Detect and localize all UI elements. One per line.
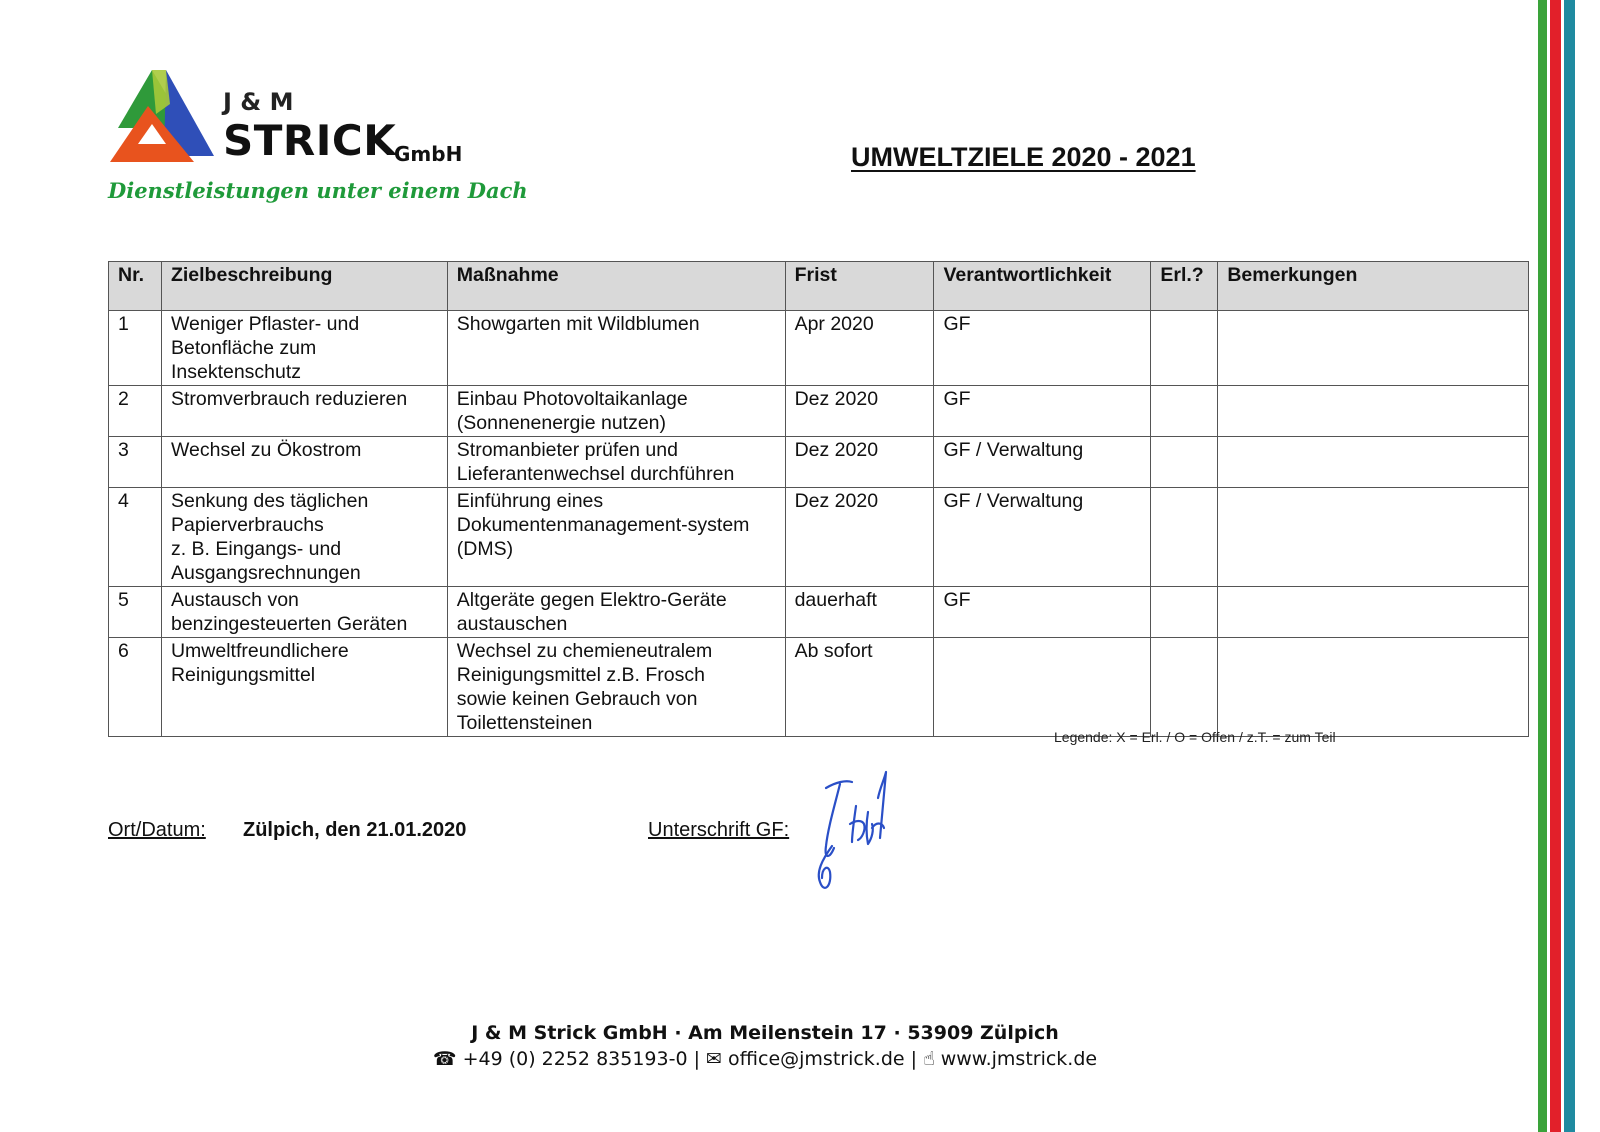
cell-erledigt <box>1151 437 1218 488</box>
footer-separator: | <box>910 1048 918 1070</box>
footer-website[interactable]: ☝ www.jmstrick.de <box>923 1048 1098 1070</box>
cell-ziel: Senkung des täglichen Papierverbrauchs z. B. Eingangs- und Ausgangsrechnungen <box>161 488 447 587</box>
table-row <box>109 386 1529 437</box>
cell-verantwortlich <box>934 638 1151 737</box>
table-row <box>109 638 1529 737</box>
logo-text-gmbh: GmbH <box>394 142 463 166</box>
cell-erledigt <box>1151 488 1218 587</box>
cell-ziel: Wechsel zu Ökostrom <box>161 437 447 488</box>
column-header-bemerkungen: Bemerkungen <box>1218 262 1529 311</box>
goals-table <box>108 261 1529 737</box>
cell-erledigt <box>1151 638 1218 737</box>
cell-massnahme: Wechsel zu chemieneutralem Reinigungsmittel z.B. Frosch sowie keinen Gebrauch von Toilettensteinen <box>447 638 785 737</box>
legend-text: Legende: X = Erl. / O = Offen / z.T. = zum Teil <box>1054 729 1336 745</box>
column-header-verantwortlichkeit: Verantwortlichkeit <box>934 262 1151 311</box>
cell-verantwortlich: GF / Verwaltung <box>934 437 1151 488</box>
cell-ziel: Umweltfreundlichere Reinigungsmittel <box>161 638 447 737</box>
cell-ziel: Austausch von benzingesteuerten Geräten <box>161 587 447 638</box>
logo-tagline: Dienstleistungen unter einem Dach <box>108 178 528 203</box>
column-header-frist: Frist <box>785 262 934 311</box>
cell-bemerkungen <box>1218 587 1529 638</box>
cell-bemerkungen <box>1218 638 1529 737</box>
cell-massnahme: Einführung eines Dokumentenmanagement-system (DMS) <box>447 488 785 587</box>
cell-nr: 5 <box>109 587 162 638</box>
cell-verantwortlich: GF <box>934 587 1151 638</box>
logo-triangle-mark-icon <box>108 68 216 164</box>
cell-massnahme: Showgarten mit Wildblumen <box>447 311 785 386</box>
cell-frist: Apr 2020 <box>785 311 934 386</box>
cell-nr: 4 <box>109 488 162 587</box>
company-logo <box>108 68 528 208</box>
column-header-erledigt: Erl.? <box>1151 262 1218 311</box>
place-date-value: Zülpich, den 21.01.2020 <box>243 819 467 841</box>
cell-bemerkungen <box>1218 386 1529 437</box>
cell-bemerkungen <box>1218 311 1529 386</box>
cell-frist: dauerhaft <box>785 587 934 638</box>
handwritten-signature <box>812 768 902 908</box>
column-header-massnahme: Maßnahme <box>447 262 785 311</box>
cell-massnahme: Stromanbieter prüfen und Lieferantenwechsel durchführen <box>447 437 785 488</box>
stripe-red <box>1550 0 1561 1132</box>
cell-nr: 6 <box>109 638 162 737</box>
cell-nr: 1 <box>109 311 162 386</box>
table-row <box>109 587 1529 638</box>
stripe-green <box>1538 0 1547 1132</box>
cell-frist: Dez 2020 <box>785 386 934 437</box>
cell-erledigt <box>1151 587 1218 638</box>
cell-verantwortlich: GF / Verwaltung <box>934 488 1151 587</box>
cell-massnahme: Einbau Photovoltaikanlage (Sonnenenergie nutzen) <box>447 386 785 437</box>
cell-erledigt <box>1151 386 1218 437</box>
cell-erledigt <box>1151 311 1218 386</box>
logo-text-jm: J & M <box>223 88 294 116</box>
column-header-nr: Nr. <box>109 262 162 311</box>
footer <box>0 1022 1530 1070</box>
cell-frist: Dez 2020 <box>785 488 934 587</box>
cell-ziel: Weniger Pflaster- und Betonfläche zum Insektenschutz <box>161 311 447 386</box>
table-row <box>109 311 1529 386</box>
footer-separator: | <box>693 1048 700 1070</box>
stripe-teal <box>1564 0 1575 1132</box>
cell-verantwortlich: GF <box>934 311 1151 386</box>
cell-bemerkungen <box>1218 437 1529 488</box>
footer-address: J & M Strick GmbH · Am Meilenstein 17 · 53909 Zülpich <box>471 1022 1059 1044</box>
footer-phone: ☎ +49 (0) 2252 835193-0 <box>432 1048 688 1070</box>
cell-massnahme: Altgeräte gegen Elektro-Geräte austauschen <box>447 587 785 638</box>
footer-contact <box>0 1048 1530 1070</box>
cell-frist: Ab sofort <box>785 638 934 737</box>
cell-verantwortlich: GF <box>934 386 1151 437</box>
table-header-row <box>109 262 1529 311</box>
document-title: UMWELTZIELE 2020 - 2021 <box>851 142 1196 172</box>
cell-frist: Dez 2020 <box>785 437 934 488</box>
table-row <box>109 488 1529 587</box>
logo-text-strick: STRICK <box>223 116 397 165</box>
cell-bemerkungen <box>1218 488 1529 587</box>
cell-nr: 3 <box>109 437 162 488</box>
column-header-zielbeschreibung: Zielbeschreibung <box>161 262 447 311</box>
footer-email[interactable]: ✉ office@jmstrick.de <box>706 1048 905 1070</box>
cell-nr: 2 <box>109 386 162 437</box>
place-date-label: Ort/Datum: <box>108 819 206 841</box>
signature-label: Unterschrift GF: <box>648 819 790 841</box>
table-row <box>109 437 1529 488</box>
cell-ziel: Stromverbrauch reduzieren <box>161 386 447 437</box>
